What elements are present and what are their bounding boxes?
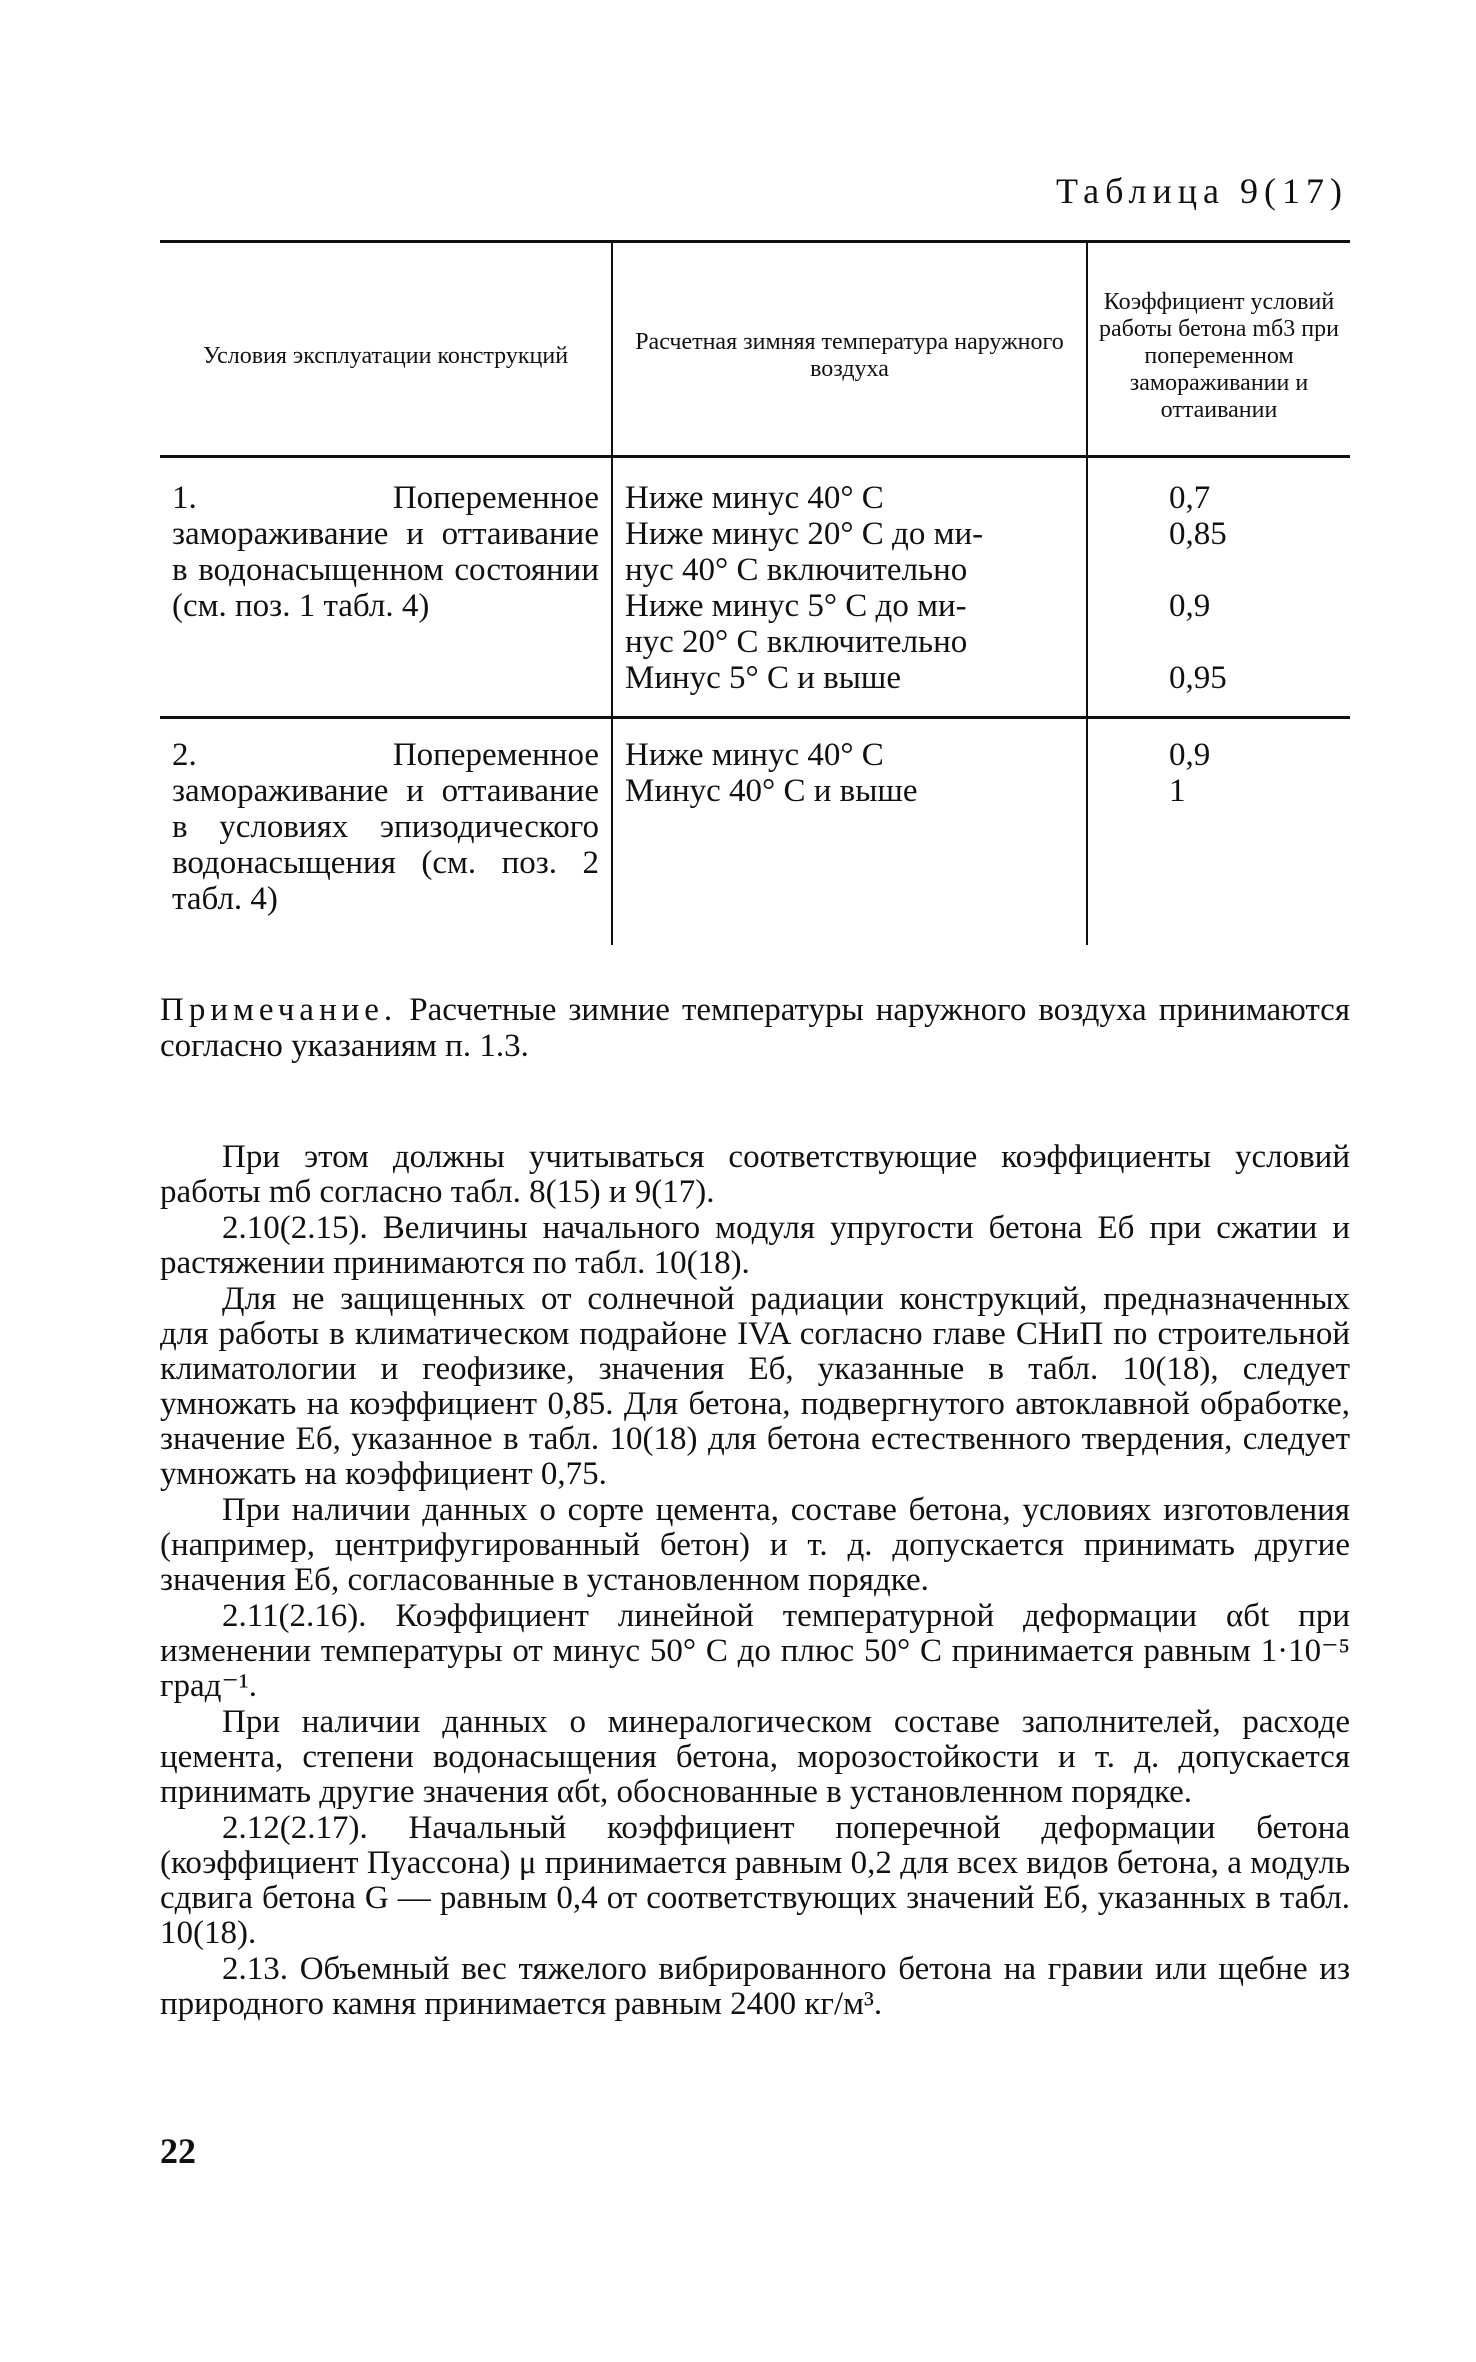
paragraph: Для не защищенных от солнечной радиации конструкций, предназначенных для работы в климатическом подрайоне IVA согласно главе СНиП по строительной климатологии и геофизике, значения Eб, указанные в табл. 10(18), следует умножать на коэффициент 0,85. Для бетона, подвергнутого автоклавной обработке, значение Eб, указанное в табл. 10(18) для бетона естественного твердения, следует умножать на коэффициент 0,75.: [160, 1281, 1350, 1492]
row-temperatures: [612, 718, 1087, 946]
paragraph: 2.10(2.15). Величины начального модуля упругости бетона Eб при сжатии и растяжении принимаются по табл. 10(18).: [160, 1210, 1350, 1281]
coefficient-value: [1169, 624, 1269, 660]
paragraph: При наличии данных о минералогическом составе заполнителей, расходе цемента, степени водонасыщения бетона, морозостойкости и т. д. допускается принимать другие значения αбt, обоснованные в установленном порядке.: [160, 1704, 1350, 1810]
paragraph: 2.12(2.17). Начальный коэффициент поперечной деформации бетона (коэффициент Пуассона) μ принимается равным 0,2 для всех видов бетона, а модуль сдвига бетона G — равным 0,4 от соответствующих значений Eб, указанных в табл. 10(18).: [160, 1810, 1350, 1951]
header-coefficient: Коэффициент условий работы бетона mб3 при попеременном замораживании и оттаивании: [1087, 242, 1350, 457]
coefficient-value: 0,9: [1169, 588, 1211, 624]
body-text: [160, 1140, 1350, 2023]
coefficient-value: 0,7: [1169, 480, 1211, 516]
paragraph: 2.13. Объемный вес тяжелого вибрированного бетона на гравии или щебне из природного камня принимается равным 2400 кг/м³.: [160, 1951, 1350, 2022]
coefficient-value: 0,95: [1169, 660, 1227, 696]
note-text: Расчетные зимние температуры наружного воздуха принимаются согласно указаниям п. 1.3.: [160, 992, 1351, 1064]
table-caption: Таблица 9(17): [1056, 171, 1348, 211]
table-row: [160, 457, 1350, 718]
coefficient-value: 0,85: [1169, 516, 1227, 552]
temperature-line: Ниже минус 40° С: [625, 480, 884, 516]
coefficient-value: [1169, 552, 1269, 588]
page-number: 22: [160, 2131, 196, 2171]
row-temperatures: [612, 457, 1087, 718]
note-label: Примечание.: [160, 992, 398, 1028]
temperature-line: Ниже минус 40° С: [625, 737, 884, 773]
temperature-line: Минус 40° С и выше: [625, 773, 918, 809]
temperature-line: нус 20° С включительно: [625, 624, 968, 660]
paragraph: При этом должны учитываться соответствующие коэффициенты условий работы mб согласно табл. 8(15) и 9(17).: [160, 1139, 1350, 1210]
row-coefficients: [1087, 718, 1350, 946]
table-note: [160, 992, 1350, 1064]
row-condition: 1. Попеременное замораживание и оттаивание в водонасыщенном состоянии (см. поз. 1 табл. 4): [160, 457, 612, 718]
paragraph: 2.11(2.16). Коэффициент линейной температурной деформации αбt при изменении температуры от минус 50° С до плюс 50° С принимается равным 1·10⁻⁵ град⁻¹.: [160, 1598, 1350, 1704]
temperature-line: нус 40° С включительно: [625, 552, 968, 588]
temperature-line: Ниже минус 20° С до ми-: [625, 516, 984, 552]
row-coefficients: [1087, 457, 1350, 718]
table-row: [160, 718, 1350, 946]
header-temperature: Расчетная зимняя температура наружного воздуха: [612, 242, 1087, 457]
row-condition: 2. Попеременное замораживание и оттаивание в условиях эпизодического водонасыщения (см. поз. 2 табл. 4): [172, 737, 599, 917]
paragraph: При наличии данных о сорте цемента, составе бетона, условиях изготовления (например, центрифугированный бетон) и т. д. допускается принимать другие значения Eб, согласованные в установленном порядке.: [160, 1492, 1350, 1598]
coefficient-value: 0,9: [1169, 737, 1211, 773]
table-header-row: [160, 242, 1350, 457]
temperature-line: Ниже минус 5° С до ми-: [625, 588, 967, 624]
temperature-line: Минус 5° С и выше: [625, 660, 901, 696]
header-conditions: Условия эксплуатации конструкций: [160, 242, 612, 457]
coefficient-value: 1: [1169, 773, 1186, 809]
coefficient-table: [160, 240, 1350, 945]
